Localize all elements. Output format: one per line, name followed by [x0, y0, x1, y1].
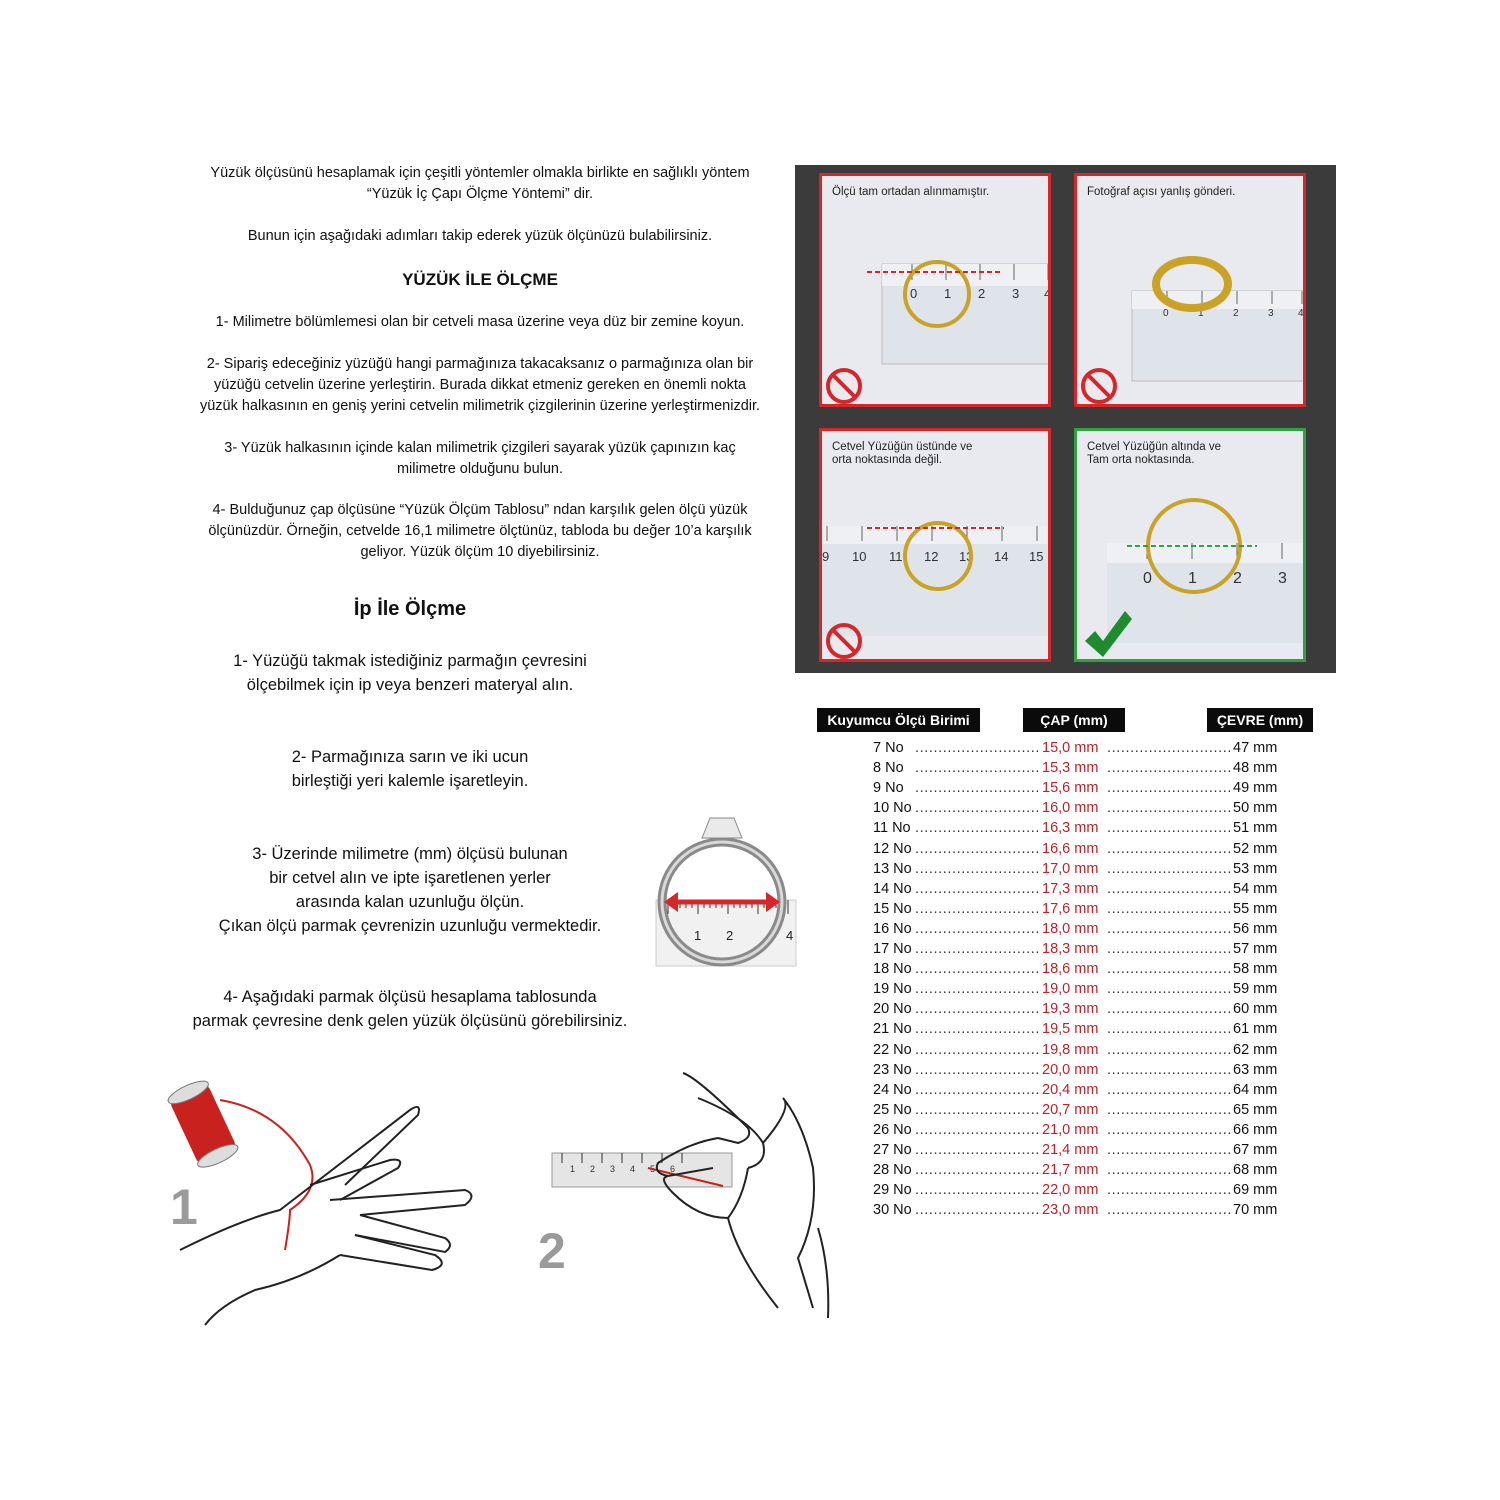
dot-leader — [1107, 758, 1231, 778]
ring-step-1: 1- Milimetre bölümlemesi olan bir cetveli masa üzerine veya düz bir zemine koyun. — [215, 314, 745, 330]
circumference-value: 51 mm — [1233, 820, 1278, 837]
ring-size-number: 28 No — [873, 1162, 912, 1179]
ring-size-number: 22 No — [873, 1041, 912, 1058]
ruler-tick: 0 — [910, 286, 918, 301]
dot-leader — [915, 1200, 1041, 1220]
table-row — [815, 1180, 1315, 1200]
ring-size-number: 24 No — [873, 1081, 912, 1098]
table-row — [815, 859, 1315, 879]
dot-leader — [1107, 839, 1231, 859]
table-row — [815, 999, 1315, 1019]
ruler-tick: 9 — [822, 549, 830, 564]
ruler-tick: 2 — [590, 1164, 596, 1174]
ring-size-number: 25 No — [873, 1101, 912, 1118]
dot-leader — [1107, 919, 1231, 939]
dot-leader — [915, 798, 1041, 818]
ruler-tick: 10 — [852, 549, 867, 564]
table-row — [815, 959, 1315, 979]
ring-step-2-line: yüzük halkasının en geniş yerini cetvelin milimetrik çizgilerinin üzerine yerleştirmenizdir. — [199, 398, 761, 414]
ring-size-number: 21 No — [873, 1021, 912, 1038]
dot-leader — [1107, 818, 1231, 838]
diameter-value: 23,0 mm — [1042, 1202, 1099, 1219]
circumference-value: 58 mm — [1233, 961, 1278, 978]
ring-ruler-illustration — [652, 810, 797, 970]
photo-caption: Fotoğraf açısı yanlış gönderi. — [1087, 186, 1236, 198]
diameter-value: 19,0 mm — [1042, 981, 1099, 998]
string-step-3-line: Çıkan ölçü parmak çevrenizin uzunluğu vermektedir. — [218, 917, 602, 935]
photo-caption-line: orta noktasında değil. — [832, 454, 942, 466]
string-step-4-line: parmak çevresine denk gelen yüzük ölçüsünü görebilirsiniz. — [192, 1012, 628, 1030]
diameter-value: 17,6 mm — [1042, 900, 1099, 917]
ring-size-number: 13 No — [873, 860, 912, 877]
ring-size-number: 17 No — [873, 941, 912, 957]
table-row — [815, 1040, 1315, 1060]
dot-leader — [915, 1060, 1041, 1080]
ruler-tick: 6 — [670, 1164, 676, 1174]
table-row — [815, 879, 1315, 899]
ring-step-4-line: geliyor. Yüzük ölçüm 10 diyebilirsiniz. — [360, 544, 600, 560]
dot-leader — [915, 899, 1041, 919]
dot-leader — [915, 859, 1041, 879]
ruler-tick: 3 — [1268, 308, 1274, 319]
diameter-value: 15,6 mm — [1042, 780, 1099, 797]
dot-leader — [915, 778, 1041, 798]
ruler-tick: 0 — [1143, 570, 1152, 587]
ruler-ring-photo — [1077, 176, 1306, 407]
diameter-value: 17,3 mm — [1042, 880, 1099, 897]
string-method-title: İp İle Ölçme — [353, 598, 467, 620]
dot-leader — [1107, 999, 1231, 1019]
circumference-value: 55 mm — [1233, 900, 1278, 917]
ring-step-4-line: ölçünüzdür. Örneğin, cetvelde 16,1 milimetre ölçtünüz, tabloda bu değer 10’a karşılık — [208, 523, 752, 539]
dot-leader — [1107, 1140, 1231, 1160]
ring-step-3 — [170, 438, 790, 480]
string-step-3-line: bir cetvel alın ve ipte işaretlenen yerler — [269, 869, 551, 887]
circumference-value: 65 mm — [1233, 1101, 1278, 1118]
diameter-value: 17,0 mm — [1042, 860, 1099, 877]
photo-caption-line: Tam orta noktasında. — [1087, 454, 1195, 466]
circumference-value: 47 mm — [1233, 740, 1278, 756]
photo-caption-line: Cetvel Yüzüğün altında ve — [1087, 441, 1222, 453]
ruler-tick: 11 — [889, 549, 903, 564]
ruler-tick: 1 — [570, 1164, 576, 1174]
string-step-2 — [140, 745, 680, 793]
dot-leader — [915, 1180, 1041, 1200]
ring-size-number: 27 No — [873, 1142, 912, 1158]
table-row — [815, 1120, 1315, 1140]
intro-text — [170, 163, 790, 205]
dot-leader — [1107, 1180, 1231, 1200]
dot-leader — [1107, 899, 1231, 919]
dot-leader — [1107, 1040, 1231, 1060]
table-header: ÇAP (mm) — [1023, 708, 1125, 732]
table-row — [815, 1200, 1315, 1220]
ruler-tick: 4 — [1044, 286, 1052, 301]
intro-line: Yüzük ölçüsünü hesaplamak için çeşitli yöntemler olmakla birlikte en sağlıklı yöntem — [210, 165, 750, 181]
circumference-value: 56 mm — [1233, 920, 1278, 937]
ring-size-number: 12 No — [873, 840, 912, 857]
ring-step-3-line: 3- Yüzük halkasının içinde kalan milimetrik çizgileri sayarak yüzük çapınızın kaç — [224, 440, 736, 456]
ring-method-title: YÜZÜK İLE ÖLÇME — [402, 270, 558, 289]
diameter-value: 20,4 mm — [1042, 1081, 1099, 1098]
dot-leader — [1107, 778, 1231, 798]
ruler-tick: 12 — [924, 549, 939, 564]
ring-size-number: 9 No — [873, 780, 904, 797]
ring-size-number: 14 No — [873, 880, 912, 897]
circumference-value: 50 mm — [1233, 800, 1278, 817]
dot-leader — [1107, 1100, 1231, 1120]
circumference-value: 52 mm — [1233, 840, 1278, 857]
ring-size-number: 10 No — [873, 800, 912, 817]
ruler-tick: 2 — [978, 286, 986, 301]
ruler-tick: 14 — [994, 549, 1009, 564]
diameter-value: 15,0 mm — [1042, 740, 1099, 756]
circumference-value: 67 mm — [1233, 1142, 1278, 1158]
dot-leader — [1107, 738, 1231, 758]
dot-leader — [915, 999, 1041, 1019]
ruler-ring-photo — [822, 176, 1051, 407]
ring-step-2-line: 2- Sipariş edeceğiniz yüzüğü hangi parmağınıza takacaksanız o parmağınıza olan bir — [206, 356, 754, 372]
dot-leader — [1107, 1080, 1231, 1100]
ruler-tick: 4 — [1298, 308, 1304, 319]
diameter-value: 19,5 mm — [1042, 1021, 1099, 1038]
dot-leader — [1107, 1019, 1231, 1039]
ring-size-number: 8 No — [873, 760, 904, 777]
ring-photo-examples — [795, 165, 1336, 673]
dot-leader — [1107, 1200, 1231, 1220]
ruler-tick: 3 — [610, 1164, 616, 1174]
photo-caption: Ölçü tam ortadan alınmamıştır. — [832, 186, 990, 198]
circumference-value: 60 mm — [1233, 1001, 1278, 1018]
ring-size-number: 7 No — [873, 740, 904, 756]
diameter-value: 19,3 mm — [1042, 1001, 1099, 1018]
ring-size-number: 19 No — [873, 981, 912, 998]
ruler-tick: 15 — [1029, 549, 1044, 564]
diameter-value: 22,0 mm — [1042, 1182, 1099, 1199]
table-row — [815, 798, 1315, 818]
string-step-3-line: arasında kalan uzunluğu ölçün. — [295, 893, 525, 911]
table-row — [815, 1019, 1315, 1039]
table-row — [815, 1060, 1315, 1080]
diameter-value: 18,6 mm — [1042, 961, 1099, 978]
string-step-4-line: 4- Aşağıdaki parmak ölçüsü hesaplama tablosunda — [223, 988, 597, 1006]
dot-leader — [1107, 979, 1231, 999]
ring-size-number: 15 No — [873, 900, 912, 917]
hand-with-thread-graphic — [160, 1070, 500, 1340]
table-header: ÇEVRE (mm) — [1207, 708, 1313, 732]
table-row — [815, 939, 1315, 959]
table-row — [815, 979, 1315, 999]
table-row — [815, 1140, 1315, 1160]
hand-string-illustration — [160, 1070, 500, 1340]
hand-ruler-illustration — [548, 1068, 848, 1343]
dot-leader — [1107, 798, 1231, 818]
intro-line: “Yüzük İç Çapı Ölçme Yöntemi” dir. — [366, 186, 594, 202]
dot-leader — [1107, 939, 1231, 959]
ruler-tick: 1 — [944, 286, 952, 301]
photo-wrong-angle — [1074, 173, 1306, 407]
photo-correct-example — [1074, 428, 1306, 662]
diameter-value: 16,6 mm — [1042, 840, 1099, 857]
table-row — [815, 778, 1315, 798]
diameter-value: 15,3 mm — [1042, 760, 1099, 777]
dot-leader — [915, 879, 1041, 899]
photo-caption-line: Cetvel Yüzüğün üstünde ve — [832, 441, 973, 453]
ring-size-number: 30 No — [873, 1202, 912, 1219]
dot-leader — [1107, 1060, 1231, 1080]
svg-text:4: 4 — [786, 928, 794, 943]
string-step-2-line: birleştiği yeri kalemle işaretleyin. — [291, 772, 529, 790]
string-step-3 — [150, 842, 670, 938]
string-step-4 — [130, 985, 690, 1033]
ruler-tick: 1 — [1188, 570, 1197, 587]
diameter-value: 18,0 mm — [1042, 920, 1099, 937]
diameter-value: 21,0 mm — [1042, 1121, 1099, 1138]
dot-leader — [1107, 959, 1231, 979]
string-step-1-line: 1- Yüzüğü takmak istediğiniz parmağın çevresini — [233, 652, 587, 670]
diameter-value: 20,7 mm — [1042, 1101, 1099, 1118]
dot-leader — [915, 1140, 1041, 1160]
dot-leader — [1107, 1120, 1231, 1140]
ring-size-number: 16 No — [873, 920, 912, 937]
ring-size-number: 11 No — [873, 820, 911, 837]
dot-leader — [915, 939, 1041, 959]
ring-ruler-graphic — [652, 810, 797, 970]
dot-leader — [915, 959, 1041, 979]
ruler-tick: 2 — [1233, 308, 1239, 319]
diameter-value: 19,8 mm — [1042, 1041, 1099, 1058]
circumference-value: 63 mm — [1233, 1061, 1278, 1078]
ruler-tick: 13 — [959, 549, 974, 564]
circumference-value: 54 mm — [1233, 880, 1278, 897]
dot-leader — [1107, 859, 1231, 879]
circumference-value: 64 mm — [1233, 1081, 1278, 1098]
table-row — [815, 1080, 1315, 1100]
ring-step-3-line: milimetre olduğunu bulun. — [396, 461, 564, 477]
dot-leader — [915, 1019, 1041, 1039]
string-step-2-line: 2- Parmağınıza sarın ve iki ucun — [291, 748, 529, 766]
circumference-value: 53 mm — [1233, 860, 1278, 877]
table-row — [815, 919, 1315, 939]
ruler-tick: 4 — [630, 1164, 636, 1174]
dot-leader — [915, 839, 1041, 859]
dot-leader — [915, 1160, 1041, 1180]
svg-text:1: 1 — [694, 928, 702, 943]
circumference-value: 68 mm — [1233, 1162, 1278, 1179]
circumference-value: 48 mm — [1233, 760, 1278, 777]
ruler-tick: 3 — [1012, 286, 1020, 301]
circumference-value: 59 mm — [1233, 981, 1278, 998]
table-row — [815, 1100, 1315, 1120]
table-header: Kuyumcu Ölçü Birimi — [817, 708, 980, 732]
intro-instruction: Bunun için aşağıdaki adımları takip ederek yüzük ölçünüzü bulabilirsiniz. — [247, 228, 713, 244]
dot-leader — [1107, 1160, 1231, 1180]
ruler-tick: 0 — [1163, 308, 1169, 319]
table-row — [815, 1160, 1315, 1180]
ruler-ring-photo — [1077, 431, 1306, 662]
ruler-tick: 2 — [1233, 570, 1242, 587]
illustration-number-2: 2 — [538, 1223, 566, 1279]
string-step-3-line: 3- Üzerinde milimetre (mm) ölçüsü bulunan — [252, 845, 568, 863]
string-step-1-line: ölçebilmek için ip veya benzeri materyal alın. — [246, 676, 574, 694]
ring-size-number: 29 No — [873, 1182, 912, 1199]
dot-leader — [915, 818, 1041, 838]
ruler-tick: 3 — [1278, 570, 1287, 587]
diameter-value: 21,7 mm — [1042, 1162, 1099, 1179]
circumference-value: 70 mm — [1233, 1202, 1278, 1219]
dot-leader — [915, 1080, 1041, 1100]
circumference-value: 61 mm — [1233, 1021, 1278, 1038]
dot-leader — [1107, 879, 1231, 899]
circumference-value: 69 mm — [1233, 1182, 1278, 1199]
diameter-value: 16,0 mm — [1042, 800, 1099, 817]
table-row — [815, 839, 1315, 859]
string-step-1 — [140, 649, 680, 697]
illustration-number-1: 1 — [170, 1179, 198, 1235]
diameter-value: 18,3 mm — [1042, 941, 1099, 957]
dot-leader — [915, 1120, 1041, 1140]
diameter-value: 16,3 mm — [1042, 820, 1099, 837]
dot-leader — [915, 919, 1041, 939]
svg-text:2: 2 — [726, 928, 734, 943]
ruler-tick: 1 — [1198, 308, 1204, 319]
ring-size-number: 26 No — [873, 1121, 912, 1138]
ring-size-number: 20 No — [873, 1001, 912, 1018]
dot-leader — [915, 979, 1041, 999]
table-row — [815, 818, 1315, 838]
dot-leader — [915, 758, 1041, 778]
ring-size-number: 18 No — [873, 961, 912, 978]
ring-size-number: 23 No — [873, 1061, 912, 1078]
ring-step-2 — [170, 354, 790, 417]
ring-step-4 — [170, 500, 790, 563]
dot-leader — [915, 1100, 1041, 1120]
table-row — [815, 758, 1315, 778]
photo-wrong-ruler-above — [819, 428, 1051, 662]
ruler-ring-photo — [822, 431, 1051, 662]
diameter-value: 21,4 mm — [1042, 1142, 1099, 1158]
circumference-value: 66 mm — [1233, 1121, 1278, 1138]
ring-step-2-line: yüzüğü cetvelin üzerine yerleştirin. Burada dikkat etmeniz gereken en önemli nokta — [214, 377, 746, 393]
table-row — [815, 738, 1315, 758]
hand-holding-ruler-graphic — [548, 1068, 848, 1343]
circumference-value: 49 mm — [1233, 780, 1278, 797]
photo-wrong-off-center — [819, 173, 1051, 407]
diameter-value: 20,0 mm — [1042, 1061, 1099, 1078]
circumference-value: 57 mm — [1233, 941, 1278, 957]
ring-step-4-line: 4- Bulduğunuz çap ölçüsüne “Yüzük Ölçüm Tablosu” ndan karşılık gelen ölçü yüzük — [212, 502, 748, 518]
table-row — [815, 899, 1315, 919]
dot-leader — [915, 738, 1041, 758]
dot-leader — [915, 1040, 1041, 1060]
circumference-value: 62 mm — [1233, 1041, 1278, 1058]
